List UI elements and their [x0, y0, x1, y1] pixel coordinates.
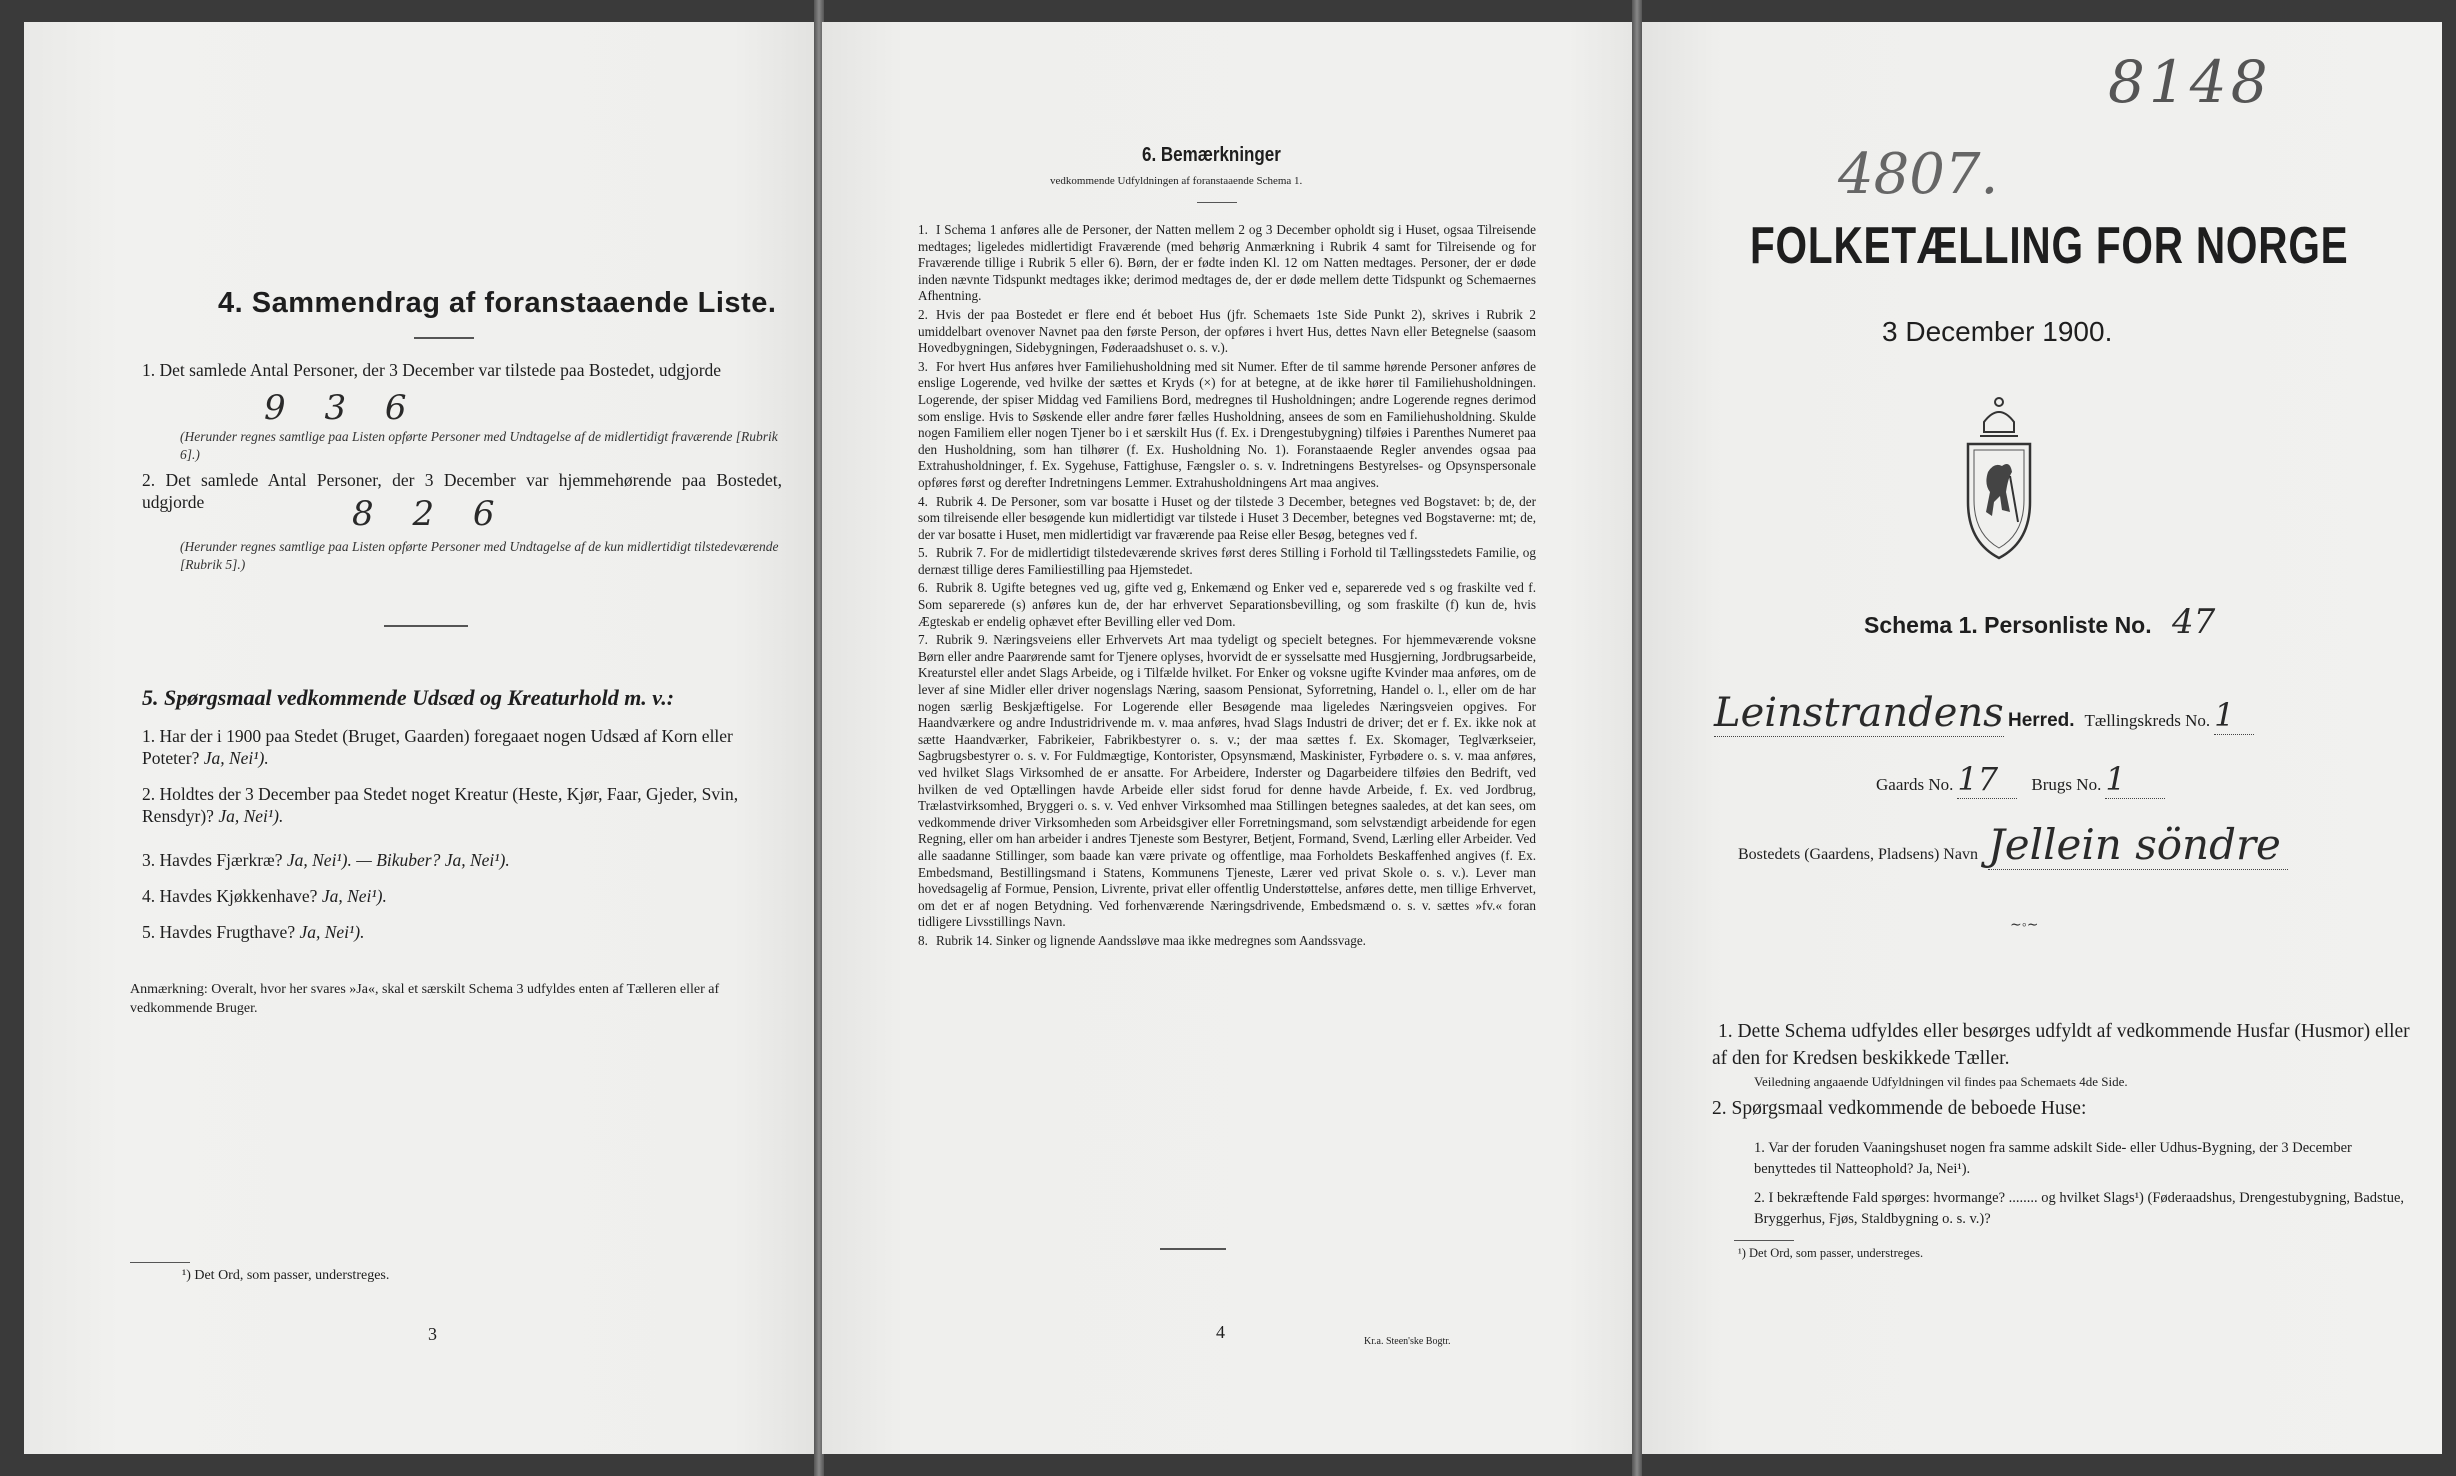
- bosted-label: Bostedets (Gaardens, Pladsens) Navn: [1738, 846, 1978, 863]
- coat-of-arms-icon: [1960, 392, 2038, 568]
- remarks-list: [918, 222, 1536, 952]
- page-3: [24, 22, 814, 1454]
- question-4: 4. Havdes Kjøkkenhave? Ja, Nei¹).: [142, 886, 387, 906]
- question-1: 1. Har der i 1900 paa Stedet (Bruget, Gaarden) foregaaet nogen Udsæd af Korn eller Poteter? Ja, Nei¹).: [142, 726, 733, 768]
- item2-text: 2. Det samlede Antal Personer, der 3 December var hjemmehørende paa Bostedet, udgjorde: [142, 470, 782, 512]
- herred-value: Leinstrandens: [1714, 690, 2004, 736]
- instruction-1: 1. Dette Schema udfyldes eller besørges udfyldt af vedkommende Husfar (Husmor) eller af den for Kredsen beskikkede Tæller.: [1712, 1021, 2410, 1069]
- personliste-number: 47: [2172, 602, 2216, 642]
- question-4-answer: Ja, Nei¹).: [321, 886, 387, 906]
- gaards-line: [1876, 760, 2165, 799]
- remark-item: 1. I Schema 1 anføres alle de Personer, der Natten mellem 2 og 3 December opholdt sig i Huset, ogsaa Tilreisende medtages; ligeledes midlertidigt Fraværende (med behørig Anmærkning i Rubrik 4 samt for Tilreisende og for Fraværende tillige i Rubrik 5 eller 6). Børn, der er fødte inden Kl. 12 om Natten medtages. Personer, der er døde inden nævnte Tidspunkt medtages ikke; derimod medtages de, der er døde mellem dette Tidspunkt og Schemaernes Afhentning.: [918, 222, 1536, 304]
- remarks-subtitle: vedkommende Udfyldningen af foranstaaende Schema 1.: [1050, 175, 1303, 187]
- item2-value: 8 2 6: [352, 494, 509, 534]
- gaards-value: 17: [1957, 760, 2017, 799]
- question-3: 3. Havdes Fjærkræ? Ja, Nei¹). — Bikuber? Ja, Nei¹).: [142, 850, 510, 870]
- item1-note: (Herunder regnes samtlige paa Listen opførte Personer med Undtagelse af de midlertidigt fraværende [Rubrik 6].): [180, 429, 778, 462]
- section4-title: 4. Sammendrag af foranstaaende Liste.: [218, 287, 777, 319]
- instruction-2-2: 2. I bekræftende Fald spørges: hvormange? ........ og hvilket Slags¹) (Føderaadshus, Drengestubygning, Badstue, Bryggerhus, Fjøs, Staldbygning o. s. v.)?: [1754, 1190, 2405, 1227]
- remark-item: 2. Hvis der paa Bostedet er flere end ét beboet Hus (jfr. Schemaets 1ste Side Punkt 2), skrives i Rubrik 2 umiddelbart ovenover Navnet paa den første Person, der opføres i hvert Hus, dettes Navn eller Betegnelse (saasom Hovedbygningen, Sidebygningen, Føderaadshuset o. s. v.).: [918, 306, 1536, 356]
- schema-line: [1864, 602, 2215, 642]
- bosted-value: Jellein söndre: [1988, 820, 2288, 870]
- question-3-answer: Ja, Nei¹). — Bikuber? Ja, Nei¹).: [286, 850, 510, 870]
- census-date: 3 December 1900.: [1882, 316, 2113, 347]
- anmerkning: Anmærkning: Overalt, hvor her svares »Ja«, skal et særskilt Schema 3 udfyldes enten af Tælleren eller af vedkommende Bruger.: [130, 982, 720, 1016]
- herred-label: Herred.: [2008, 710, 2075, 731]
- item1-value: 9 3 6: [264, 388, 421, 428]
- page-4: [822, 22, 1632, 1454]
- section5-title: 5. Spørgsmaal vedkommende Udsæd og Kreaturhold m. v.:: [142, 685, 675, 710]
- remark-item: 6. Rubrik 8. Ugifte betegnes ved ug, gifte ved g, Enkemænd og Enker ved e, separerede ved s og fraskilte ved f. Som separerede (s) anføres kun de, der har erhvervet Separationsbevilling, og som fraskilte (f) kun de, hvis Ægteskab er endelig ophævet efter Bevilling eller ved Dom.: [918, 580, 1536, 629]
- question-2: 2. Holdtes der 3 December paa Stedet noget Kreatur (Heste, Kjør, Faar, Gjeder, Svin, Rensdyr)? Ja, Nei¹).: [142, 784, 739, 826]
- remark-item: 8. Rubrik 14. Sinker og lignende Aandssløve maa ikke medregnes som Aandssvage.: [918, 932, 1366, 948]
- footnote-rule: [130, 1262, 190, 1263]
- instruction-2-1: 1. Var der foruden Vaaningshuset nogen fra samme adskilt Side- eller Udhus-Bygning, der 3 December benyttedes til Natteophold? Ja, Nei¹).: [1754, 1140, 2352, 1177]
- question-1-answer: Ja, Nei¹).: [203, 747, 269, 768]
- question-5-answer: Ja, Nei¹).: [299, 922, 365, 942]
- remark-item: 7. Rubrik 9. Næringsveiens eller Erhvervets Art maa tydeligt og specielt betegnes. For hjemmeværende voksne Børn eller andre Paarørende samt for Tjenere oplyses, hvorvidt de er sysselsatte med Husgjerning, Jordbrugsarbeide, Kreaturstel eller andet Slags Arbeide, og i Tilfælde hvilket. For Enker og voksne ugifte Kvinder maa anføres, om de lever af sine Midler eller driver nogenslags Næring, saasom Pensionat, Syforretning, Handel o. l., eller om de har nogen særlig Beskjæftigelse. For Logerende eller Besøgende maa ligeledes Næringsveien opgives. For Haandværkere og andre Industridrivende m. v. maa anføres, hvad Slags Industri de driver; det er f. Ex. ikke nok at sætte Haandværker, Fabrikeier, Fabrikbestyrer o. s. v.; der maa sættes f. Ex. Skomager, Teglværkseier, Sagbrugsbestyrer o. s. v. For Fuldmægtige, Kontorister, Opsynsmænd, Maskinister, Fyrbødere o. s. v. maa anføres, ved hvilket Slags Virksomhed de er ansatte. For Arbeidere, Inderster og Dagarbeidere tilføies den Bedrift, ved hvilken de ved Optællingen havde Arbeide eller sidst forud for denne havde Arbeide, f. Ex. ved Jordbrug, Trælastvirksomhed, Bryggeri o. s. v. Ved enhver Virksomhed maa Stillingen betegnes saaledes, at det kan sees, om vedkommende driver Virksomheden som Arbeidsgiver eller Forretningsmand, som selvstændigt arbeidende for egen Regning, eller om han arbeider i andres Tjeneste som Bestyrer, Betjent, Formand, Svend, Lærling eller Arbeider. Ved alle saadanne Stillinger, som baade kan være private og offentlige, maa Forholdets Beskaffenhed angives (f. Ex. Embedsmand, Bestillingsmand i Statens, Kommunens Tjeneste, Lærer ved privat Skole o. s. v.). Lever man hovedsagelig af Formue, Pension, Livrente, privat eller offentlig Understøttelse, anføres dette, men tillige Erhvervet, om det er af nogen Betydning. Ved forhenværende Næringsdrivende, Embedsmænd o. s. v. sættes »fv.« foran tidligere Livsstillings Navn.: [918, 632, 1536, 930]
- footnote-rule: [1734, 1240, 1794, 1241]
- schema-label: Schema 1. Personliste No.: [1864, 612, 2152, 638]
- remark-item: 4. Rubrik 4. De Personer, som var bosatte i Huset og der tilstede 3 December, betegnes ved Bogstavet: b; de, der som tilreisende eller besøgende kun midlertidigt var tilstede i Huset 3 December, betegnes ved Bogstaverne: mt; de, der var bosatte i Huset, men midlertidigt var fraværende paa Reise eller Besøg, betegnes ved f.: [918, 493, 1536, 542]
- kreds-value: 1: [2214, 696, 2254, 735]
- item1-text: 1. Det samlede Antal Personer, der 3 December var tilstede paa Bostedet, udgjorde: [142, 360, 722, 380]
- gaards-label: Gaards No.: [1876, 775, 1954, 794]
- ornament: ∼◦∼: [2010, 918, 2039, 933]
- kreds-label: Tællingskreds No.: [2084, 711, 2211, 730]
- item2-note: (Herunder regnes samtlige paa Listen opførte Personer med Undtagelse af de kun midlertidigt tilstedeværende [Rubrik 5].): [180, 539, 779, 572]
- brugs-label: Brugs No.: [2031, 775, 2102, 794]
- page-number: 3: [428, 1324, 437, 1344]
- instruction-2: 2. Spørgsmaal vedkommende de beboede Huse:: [1712, 1098, 2087, 1119]
- brugs-value: 1: [2105, 760, 2165, 799]
- instruction-1-note: Veiledning angaaende Udfyldningen vil findes paa Schemaets 4de Side.: [1754, 1074, 2128, 1089]
- remarks-title: 6. Bemærkninger: [1142, 144, 1281, 166]
- remark-item: 3. For hvert Hus anføres hver Familiehusholdning med sit Numer. Efter de til samme hørende Personer anføres de enslige Logerende, ved hvilke der sættes et Kryds (×) for at betegne, at de ikke hører til Familiehusholdningen. Logerende, der spiser Middag ved Familiens Bord, medregnes til Husholdningen; andre Logerende regnes derimod som enslige. Hvis to Søskende eller andre fører fælles Husholdning, ansees de som en Familiehusholdning. Skulde nogen Familiem eller nogen Tjener bo i et særskilt Hus (f. Ex. i Drengestubygning) tilføies i Parenthes Numeret paa den Husholdning, som han tilhører (f. Ex. Husholdning No. 1). Foranstaaende Regler anvendes ogsaa paa Extrahusholdninger, f. Ex. Sygehuse, Fattighuse, Fængsler o. s. v. Indretningens Bestyrelses- og Opsynspersonale opføres først og derefter Indretningens Lemmer. Extrahusholdningens Art maa angives.: [918, 358, 1536, 490]
- page-1: [1642, 22, 2442, 1454]
- section4-divider: [414, 337, 474, 339]
- footnote: ¹) Det Ord, som passer, understreges.: [1738, 1246, 1924, 1260]
- archive-number: 8148: [2108, 48, 2272, 116]
- question-5: 5. Havdes Frugthave? Ja, Nei¹).: [142, 922, 365, 942]
- section-divider: [384, 625, 468, 627]
- page-number: 4: [1216, 1322, 1225, 1342]
- bosted-line: [1738, 820, 2288, 870]
- footnote: ¹) Det Ord, som passer, understreges.: [182, 1268, 390, 1283]
- remark-item: 5. Rubrik 7. For de midlertidigt tilstedeværende skrives først deres Stilling i Forhold til Tællingsstedets Familie, og dernæst tillige deres Familiestilling paa Hjemstedet.: [918, 545, 1536, 577]
- binding-gutter-right: [1632, 0, 1642, 1476]
- herred-line: [1714, 690, 2404, 737]
- printer-mark: Kr.a. Steen'ske Bogtr.: [1364, 1336, 1451, 1347]
- census-title: FOLKETÆLLING FOR NORGE: [1750, 217, 2349, 275]
- question-2-answer: Ja, Nei¹).: [218, 805, 284, 826]
- handwritten-number: 4807.: [1838, 142, 1999, 207]
- remarks-end-rule: [1160, 1248, 1226, 1250]
- remarks-title-rule: [1197, 202, 1237, 203]
